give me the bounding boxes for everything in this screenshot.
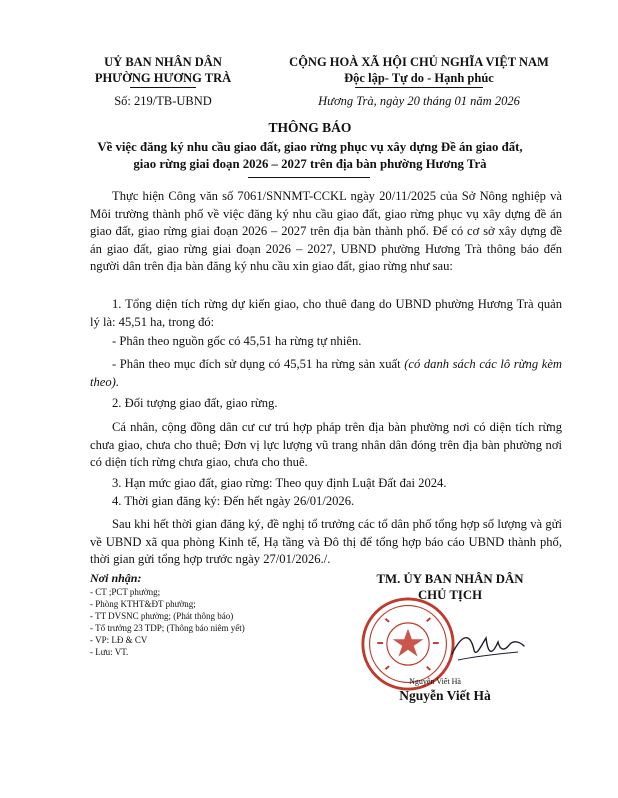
national-header [274, 54, 564, 86]
signature-position: CHỦ TỊCH [417, 588, 483, 602]
motto-underline [355, 87, 483, 88]
recipient-item: - VP: LĐ & CV [90, 635, 148, 645]
bullet-origin: - Phân theo nguồn gốc có 45,51 ha rừng tự nhiên. [112, 334, 362, 348]
intro-paragraph: Thực hiện Công văn số 7061/SNNMT-CCKL ngày 20/11/2025 của Sở Nông nghiệp và Môi trường thành phố về việc đăng ký nhu cầu giao đất, giao rừng phục vụ xây dựng đề án giao đất, giao rừng giai đoạn 2026 – 2027 trên địa bàn thành phố. Để có cơ sở xây dựng đề án giao đất, giao rừng giai đoạn 2026 – 2027, UBND phường Hương Trà thông báo đến người dân trên địa bàn đăng ký nhu cầu xin giao đất, giao rừng như sau: [90, 189, 562, 274]
closing-paragraph: Sau khi hết thời gian đăng ký, đề nghị tổ trưởng các tổ dân phố tổng hợp số lượng và gửi về UBND xã qua phòng Kinh tế, Hạ tầng và Đô thị để tổng hợp báo cáo UBND thành phố, thời gian gửi tổng hợp trước ngày 27/01/2026./. [90, 517, 562, 567]
agency-line2: PHƯỜNG HƯƠNG TRÀ [94, 71, 232, 85]
national-motto: Độc lập- Tự do - Hạnh phúc [344, 71, 494, 85]
item-2: 2. Đối tượng giao đất, giao rừng. [112, 396, 278, 410]
recipient-item: - Phòng KTHT&ĐT phường; [90, 599, 196, 609]
doc-title: THÔNG BÁO [268, 120, 352, 135]
issue-date: Hương Trà, ngày 20 tháng 01 năm 2026 [318, 94, 520, 108]
recipients-block [90, 571, 330, 658]
national-title: CỘNG HOÀ XÃ HỘI CHỦ NGHĨA VIỆT NAM [289, 55, 549, 69]
item-1: 1. Tổng diện tích rừng dự kiến giao, cho thuê đang do UBND phường Hương Trà quản lý là: 45,51 ha, trong đó: [90, 297, 562, 329]
recipients-label: Nơi nhận: [90, 571, 142, 585]
bullet-purpose-main: - Phân theo mục đích sử dụng có 45,51 ha rừng sản xuất [112, 357, 405, 371]
signature-org: TM. ỦY BAN NHÂN DÂN [376, 572, 524, 586]
item-2-text: Cá nhân, cộng đồng dân cư cư trú hợp pháp trên địa bàn phường nơi có diện tích rừng chưa giao, chưa cho thuê; Đơn vị lực lượng vũ trang nhân dân đóng trên địa bàn phường nơi có diện tích rừng chưa giao, chưa cho thuê. [90, 420, 562, 470]
recipient-item: - TT DVSNC phường; (Phát thông báo) [90, 611, 234, 621]
recipient-item: - CT ;PCT phường; [90, 587, 161, 597]
bullet-purpose-note: (có danh sách các lô rừng kèm theo). [90, 357, 563, 389]
subject-line2: giao rừng giai đoạn 2026 – 2027 trên địa bàn phường Hương Trà [133, 157, 487, 171]
item-4: 4. Thời gian đăng ký: Đến hết ngày 26/01/2026. [112, 494, 355, 508]
signatory-name: Nguyễn Viết Hà [399, 688, 491, 703]
subject-line1: Về việc đăng ký nhu cầu giao đất, giao rừng phục vụ xây dựng Đề án giao đất, [97, 140, 523, 154]
item-3: 3. Hạn mức giao đất, giao rừng: Theo quy định Luật Đất đai 2024. [112, 476, 447, 490]
agency-line1: UỶ BAN NHÂN DÂN [104, 55, 222, 69]
handwritten-signature-icon [448, 624, 528, 668]
agency-name [78, 54, 248, 86]
recipient-item: - Lưu: VT. [90, 647, 129, 657]
doc-subject [52, 139, 568, 173]
bullet-purpose [90, 356, 562, 391]
agency-underline [130, 87, 196, 88]
recipient-item: - Tổ trưởng 23 TDP; (Thông báo niêm yết) [90, 623, 245, 633]
doc-number: Số: 219/TB-UBND [114, 94, 212, 108]
title-underline [248, 177, 370, 178]
signature-small-name: Nguyễn Viết Hà [409, 677, 461, 686]
